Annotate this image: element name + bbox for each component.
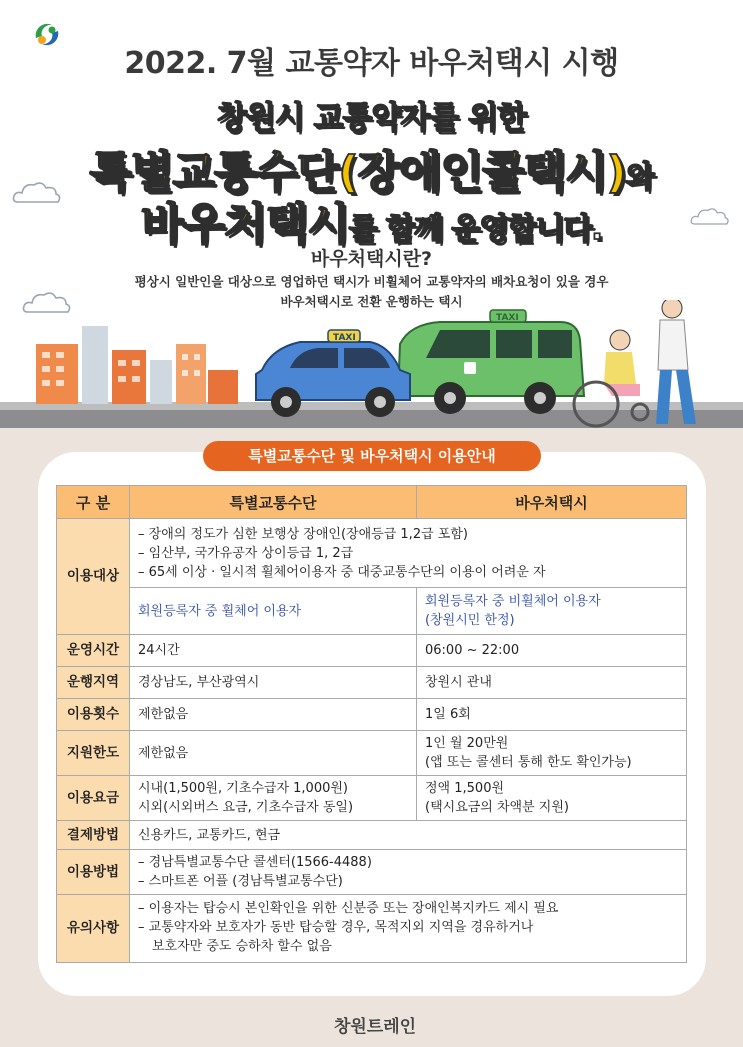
notes-line2: – 교통약자와 보호자가 동반 탑승할 경우, 목적지외 지역을 경유하거나 (138, 920, 534, 935)
fare-special-cell (130, 776, 417, 821)
row-label-limit: 지원한도 (57, 731, 130, 776)
fare-voucher-cell (417, 776, 687, 821)
limit-voucher-line1: 1인 월 20만원 (425, 736, 509, 751)
target-common-item: – 임산부, 국가유공자 상이등급 1, 2급 (138, 545, 354, 561)
method-line2: – 스마트폰 어플 (경남특별교통수단) (138, 874, 343, 889)
cloud-icon (690, 204, 730, 228)
headline-line2-suffix: 와 (625, 160, 654, 195)
guide-banner: 특별교통수단 및 바우처택시 이용안내 (203, 441, 541, 471)
fare-special-line2: 시외(시외버스 요금, 기초수급자 동일) (138, 800, 354, 815)
count-special-cell: 제한없음 (130, 699, 417, 731)
green-taxi-sign: TAXI (496, 313, 519, 323)
target-voucher-line1: 회원등록자 중 비휠체어 이용자 (425, 594, 601, 609)
row-label-method: 이용방법 (57, 850, 130, 895)
area-special-cell: 경상남도, 부산광역시 (130, 667, 417, 699)
table-row (57, 519, 687, 588)
fare-voucher-line2: (택시요금의 차액분 지원) (425, 800, 569, 815)
footer-brand: 창원트레인 (333, 1017, 417, 1037)
changwon-train-logo (330, 1010, 420, 1040)
payment-cell: 신용카드, 교통카드, 현금 (130, 821, 687, 850)
target-voucher-cell (417, 588, 687, 635)
city-buildings-icon (36, 326, 238, 404)
fare-voucher-line1: 정액 1,500원 (425, 781, 505, 796)
row-label-fare: 이용요금 (57, 776, 130, 821)
headline-line2-main: 특별교통수단(장애인콜택시) (89, 147, 626, 198)
notes-line3: 보호자만 중도 승하차 할수 없음 (152, 939, 332, 954)
table-row (57, 635, 687, 667)
table-row (57, 821, 687, 850)
header-category: 구 분 (57, 486, 130, 519)
table-row (57, 699, 687, 731)
count-voucher-cell: 1일 6회 (417, 699, 687, 731)
table-row (57, 731, 687, 776)
voucher-desc-line2: 바우처택시로 전환 운행하는 택시 (280, 294, 463, 309)
limit-voucher-cell (417, 731, 687, 776)
row-label-area: 운행지역 (57, 667, 130, 699)
blue-taxi-sign: TAXI (333, 333, 356, 343)
row-label-count: 이용횟수 (57, 699, 130, 731)
area-voucher-cell: 창원시 관내 (417, 667, 687, 699)
row-label-notes: 유의사항 (57, 895, 130, 963)
voucher-desc-line1: 평상시 일반인을 대상으로 영업하던 택시가 비휠체어 교통약자의 배차요청이 있을 경우 (134, 274, 609, 289)
headline-line3 (0, 188, 743, 252)
table-row (57, 850, 687, 895)
limit-voucher-line2: (앱 또는 콜센터 통해 한도 확인가능) (425, 755, 632, 770)
table-row (57, 776, 687, 821)
cloud-icon (12, 178, 62, 206)
method-line1: – 경남특별교통수단 콜센터(1566-4488) (138, 855, 372, 870)
table-row (57, 895, 687, 963)
hours-special-cell: 24시간 (130, 635, 417, 667)
header-voucher: 바우처택시 (417, 486, 687, 519)
headline-line1: 창원시 교통약자를 위한 (216, 100, 527, 136)
method-cell (130, 850, 687, 895)
guide-table (56, 485, 687, 963)
voucher-question: 바우처택시란? (310, 248, 433, 270)
hours-voucher-cell: 06:00 ~ 22:00 (417, 635, 687, 667)
taxi-illustration (0, 300, 743, 440)
limit-special-cell: 제한없음 (130, 731, 417, 776)
target-voucher-line2: (창원시민 한정) (425, 613, 515, 628)
notes-cell (130, 895, 687, 963)
table-header-row (57, 486, 687, 519)
row-label-hours: 운영시간 (57, 635, 130, 667)
table-row (57, 667, 687, 699)
notes-line1: – 이용자는 탑승시 본인확인을 위한 신분증 또는 장애인복지카드 제시 필요 (138, 901, 559, 916)
table-row (57, 588, 687, 635)
headline-line3-main: 바우처택시 (141, 199, 349, 250)
target-special-cell: 회원등록자 중 휠체어 이용자 (130, 588, 417, 635)
poster-top (0, 0, 743, 440)
green-wheelchair-taxi-icon (398, 310, 584, 414)
row-label-payment: 결제방법 (57, 821, 130, 850)
target-common-item: – 장애의 정도가 심한 보행상 장애인(장애등급 1,2급 포함) (138, 526, 468, 542)
headline-line3-suffix: 를 함께 운영합니다. (348, 212, 602, 247)
target-common-item: – 65세 이상 · 일시적 휠체어이용자 중 대중교통수단의 이용이 어려운 자 (138, 564, 546, 580)
row-label-target: 이용대상 (57, 519, 130, 635)
header-special: 특별교통수단 (130, 486, 417, 519)
page-title: 2022. 7월 교통약자 바우처택시 시행 (124, 46, 619, 81)
target-common-cell (130, 519, 687, 588)
fare-special-line1: 시내(1,500원, 기초수급자 1,000원) (138, 781, 348, 796)
